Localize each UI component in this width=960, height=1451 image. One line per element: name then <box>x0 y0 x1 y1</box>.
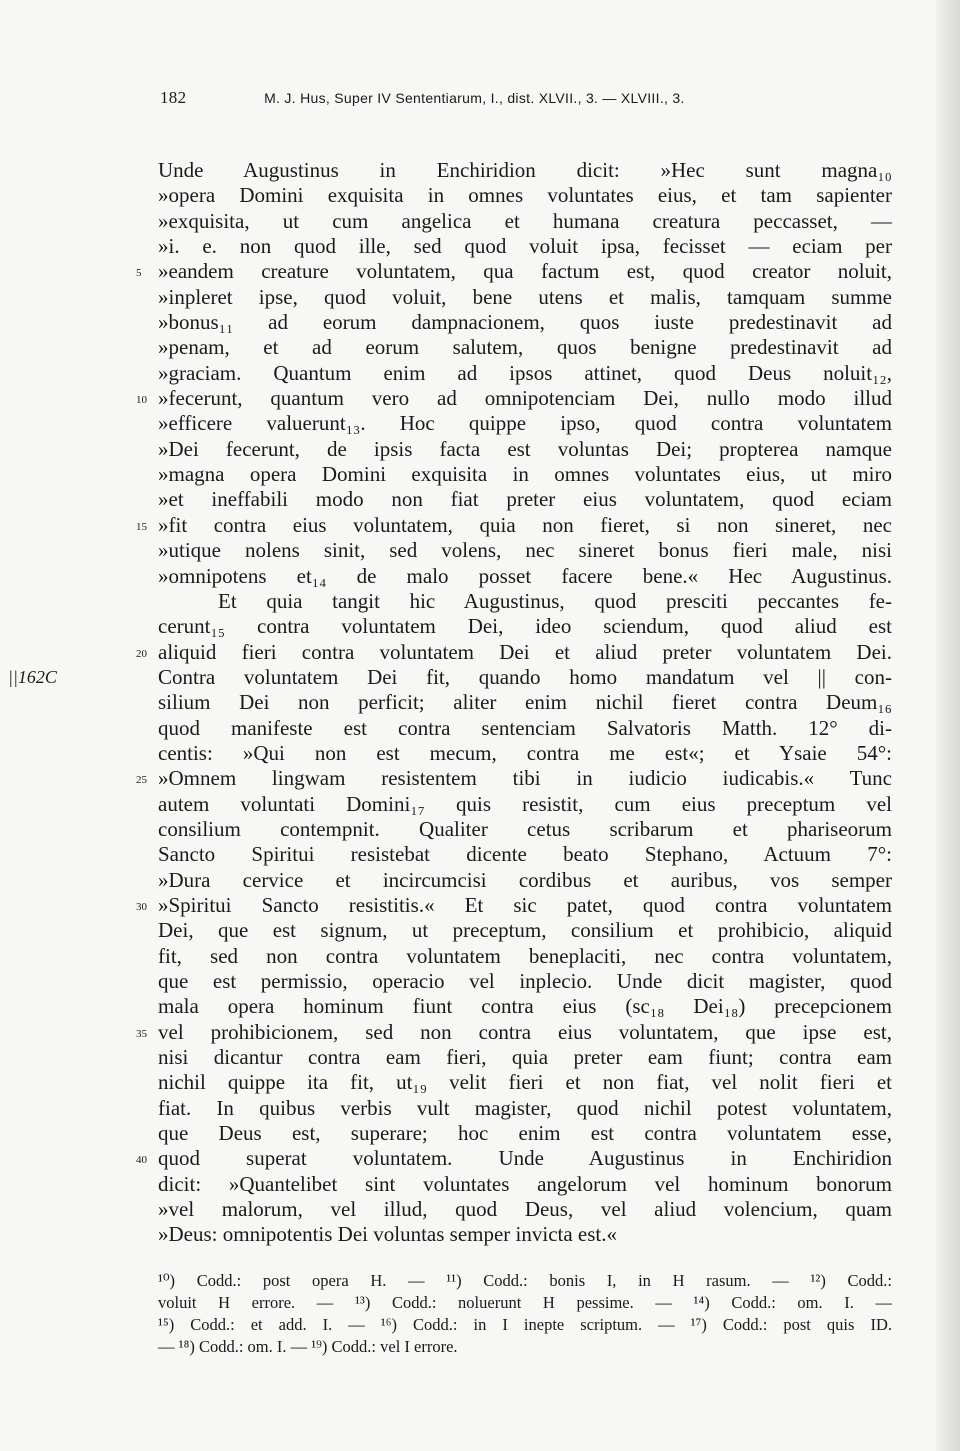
line-text: »exquisita, ut cum angelica et humana creatura peccasset, — <box>158 208 892 233</box>
text-line <box>158 792 892 817</box>
line-text: Unde Augustinus in Enchiridion dicit: »Hec sunt magna₁₀ <box>158 158 892 182</box>
text-line <box>158 183 892 208</box>
line-number: 5 <box>136 267 142 280</box>
text-line <box>158 1222 892 1247</box>
line-text: »et ineffabili modo non fiat preter eius voluntatem, quod eciam <box>158 487 892 512</box>
line-number: 25 <box>136 774 147 787</box>
line-text: »eandem creature voluntatem, qua factum est, quod creator noluit, <box>158 259 892 284</box>
text-line <box>136 639 892 665</box>
line-number: 15 <box>136 520 147 533</box>
text-line <box>158 538 892 563</box>
text-line <box>136 766 892 791</box>
text-line <box>158 158 892 183</box>
footnote-line: — ¹⁸) Codd.: om. I. — ¹⁹) Codd.: vel I errore. <box>158 1337 458 1356</box>
line-text: »Omnem lingwam resistentem tibi in iudicio iudicabis.« Tunc <box>158 766 892 791</box>
page-number: 182 <box>160 88 187 107</box>
text-line <box>158 564 892 589</box>
line-text: »bonus₁₁ ad eorum dampnacionem, quos iuste predestinavit ad <box>158 310 892 335</box>
line-text: centis: »Qui non est mecum, contra me est«; et Ysaie 54°: <box>158 740 892 765</box>
footnote-line: ¹⁵) Codd.: et add. I. — ¹⁶) Codd.: in I inepte scriptum. — ¹⁷) Codd.: post quis ID. <box>158 1315 892 1334</box>
text-line <box>158 335 892 360</box>
text-line <box>136 386 892 411</box>
text-line <box>158 969 892 994</box>
text-line <box>158 361 892 386</box>
line-text: »fit contra eius voluntatem, quia non fieret, si non sineret, nec <box>158 512 892 537</box>
text-line <box>158 234 892 259</box>
line-number: 10 <box>136 394 147 407</box>
line-number: 35 <box>136 1027 147 1040</box>
text-line <box>158 842 892 867</box>
text-line <box>158 817 892 842</box>
line-text: Sancto Spiritui resistebat dicente beato Stephano, Actuum 7°: <box>158 842 892 867</box>
text-line <box>158 1070 892 1095</box>
margin-note: ||162C <box>8 666 57 687</box>
footnote-line: ¹⁰) Codd.: post opera H. — ¹¹) Codd.: bonis I, in H rasum. — ¹²) Codd.: <box>158 1271 892 1290</box>
text-line <box>136 1146 892 1171</box>
text-line <box>158 1045 892 1070</box>
text-line <box>158 994 892 1019</box>
page-edge-shadow <box>936 0 960 1451</box>
line-text: aliquid fieri contra voluntatem Dei et aliud preter voluntatem Dei. <box>158 639 892 664</box>
text-line <box>8 664 892 690</box>
line-text: mala opera hominum fiunt contra eius (sc₁₈ Dei₁₈) precepcionem <box>158 994 892 1019</box>
text-line <box>158 1121 892 1146</box>
line-text: »Dura cervice et incircumcisi cordibus et auribus, vos semper <box>158 867 892 892</box>
line-text: »i. e. non quod ille, sed quod voluit ipsa, fecisset — eciam per <box>158 234 892 259</box>
line-text: autem voluntati Domini₁₇ quis resistit, cum eius preceptum vel <box>158 791 892 816</box>
text-line <box>158 310 892 335</box>
line-text: quod manifeste est contra sentenciam Salvatoris Matth. 12° di- <box>158 715 892 740</box>
line-text: »vel malorum, vel illud, quod Deus, vel aliud volencium, quam <box>158 1197 892 1222</box>
line-text: fit, sed non contra voluntatem beneplaciti, nec contra voluntatem, <box>158 943 892 968</box>
running-title: M. J. Hus, Super IV Sententiarum, I., dist. XLVII., 3. — XLVIII., 3. <box>264 90 685 106</box>
line-text: nichil quippe ita fit, ut₁₉ velit fieri et non fiat, vel nolit fieri et <box>158 1070 892 1095</box>
text-line <box>158 589 892 614</box>
line-text: »inpleret ipse, quod voluit, bene utens et malis, tamquam summe <box>158 284 892 309</box>
main-text <box>8 158 892 1248</box>
line-text: »penam, et ad eorum salutem, quos benigne predestinavit ad <box>158 335 892 360</box>
line-text: nisi dicantur contra eam fieri, quia preter eam fiunt; contra eam <box>158 1045 892 1070</box>
text-line <box>158 209 892 234</box>
text-line <box>136 1019 892 1045</box>
text-line <box>158 462 892 487</box>
line-text: dicit: »Quantelibet sint voluntates angelorum vel hominum bonorum <box>158 1171 892 1196</box>
text-line <box>158 741 892 766</box>
text-line <box>158 716 892 741</box>
line-number: 30 <box>136 900 147 913</box>
text-line <box>158 1197 892 1222</box>
line-text: »Deus: omnipotentis Dei voluntas semper invicta est.« <box>158 1222 618 1247</box>
line-text: Contra voluntatem Dei fit, quando homo mandatum vel || con- <box>158 664 892 689</box>
line-text: cerunt₁₅ contra voluntatem Dei, ideo sciendum, quod aliud est <box>158 614 892 639</box>
text-line <box>158 411 892 436</box>
line-text: vel prohibicionem, sed non contra eius voluntatem, que ipse est, <box>158 1019 892 1044</box>
line-text: consilium contempnit. Qualiter cetus scribarum et phariseorum <box>158 816 892 841</box>
line-text: que est permissio, operacio vel inplecio. Unde dicit magister, quod <box>158 969 892 993</box>
line-text: que Deus est, superare; hoc enim est contra voluntatem esse, <box>158 1121 892 1146</box>
line-text: »omnipotens et₁₄ de malo posset facere bene.« Hec Augustinus. <box>158 563 892 588</box>
line-text: »Spiritui Sancto resistitis.« Et sic patet, quod contra voluntatem <box>158 892 892 917</box>
line-text: »opera Domini exquisita in omnes voluntates eius, et tam sapienter <box>158 183 892 208</box>
text-line <box>158 944 892 969</box>
line-text: fiat. In quibus verbis vult magister, quod nichil potest voluntatem, <box>158 1095 892 1120</box>
text-line <box>158 437 892 462</box>
text-line <box>158 1172 892 1197</box>
line-number: 40 <box>136 1154 147 1167</box>
line-text: silium Dei non perficit; aliter enim nichil fieret contra Deum₁₆ <box>158 690 892 715</box>
text-line <box>136 892 892 918</box>
footnote-line: voluit H errore. — ¹³) Codd.: noluerunt H pessime. — ¹⁴) Codd.: om. I. — <box>158 1293 892 1312</box>
line-text: »magna opera Domini exquisita in omnes voluntates eius, ut miro <box>158 462 892 487</box>
text-line <box>136 259 892 284</box>
text-line <box>158 690 892 715</box>
text-line <box>136 512 892 538</box>
line-text: »graciam. Quantum enim ad ipsos attinet, quod Deus noluit₁₂, <box>158 360 892 385</box>
text-line <box>158 918 892 943</box>
line-text: Dei, que est signum, ut preceptum, consilium et prohibicio, aliquid <box>158 918 892 943</box>
line-text: »Dei fecerunt, de ipsis facta est voluntas Dei; propterea namque <box>158 436 892 461</box>
line-number: 20 <box>136 647 147 660</box>
text-line <box>158 868 892 893</box>
text-line <box>158 285 892 310</box>
text-line <box>158 614 892 639</box>
line-text: quod superat voluntatem. Unde Augustinus in Enchiridion <box>158 1146 892 1171</box>
footnotes <box>158 1270 892 1358</box>
text-line <box>158 487 892 512</box>
line-text: »fecerunt, quantum vero ad omnipotenciam Dei, nullo modo illud <box>158 386 892 411</box>
running-header <box>160 88 900 108</box>
line-text: »utique nolens sinit, sed volens, nec sineret bonus fieri male, nisi <box>158 538 892 563</box>
line-text: Et quia tangit hic Augustinus, quod presciti peccantes fe- <box>218 588 892 613</box>
line-text: »efficere valuerunt₁₃. Hoc quippe ipso, quod contra voluntatem <box>158 411 892 436</box>
text-line <box>158 1096 892 1121</box>
